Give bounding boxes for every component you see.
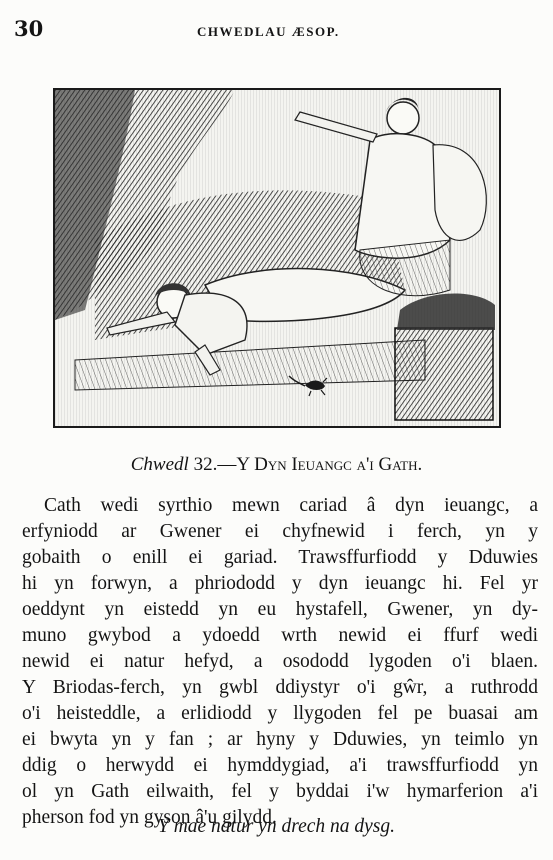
page-number: 30 bbox=[14, 16, 44, 41]
fable-line: gobaith o enill ei gariad. Trawsffurfiodd y Dduwies bbox=[22, 547, 538, 568]
fable-line: newid ei natur hefyd, a osododd lygoden o'i blaen. bbox=[22, 651, 538, 672]
fable-line: o'i heisteddle, a erlidiodd y llygoden fel pe buasai am bbox=[22, 703, 538, 724]
caption-word-ieuangc: Ieuangc bbox=[291, 454, 352, 475]
fable-line: pherson fod yn gyson â'u gilydd. bbox=[22, 807, 277, 828]
fable-line: ei bwyta yn y fan ; ar hyny y Dduwies, yn teimlo yn bbox=[22, 729, 538, 750]
caption-word-ai: a'i bbox=[356, 454, 374, 475]
fable-line: ddig o herwydd ei hymddygiad, a'i trawsffurfiodd yn bbox=[22, 755, 538, 776]
engraving-drawing bbox=[55, 90, 499, 426]
fable-line: oeddynt yn eistedd yn eu hystafell, Gwener, yn dy- bbox=[22, 599, 538, 620]
fable-body bbox=[22, 493, 538, 831]
fable-line: erfyniodd ar Gwener ei chyfnewid i ferch, yn y bbox=[22, 521, 538, 542]
caption-number: 32.—Y bbox=[193, 454, 250, 475]
running-title: CHWEDLAU ÆSOP. bbox=[197, 24, 340, 39]
man-head bbox=[387, 102, 419, 134]
caption-word-gath: Gath. bbox=[378, 454, 423, 475]
caption-label: Chwedl bbox=[130, 454, 189, 475]
fable-line: Y Briodas-ferch, yn gwbl ddiystyr o'i gŵr, a ruthrodd bbox=[22, 677, 538, 698]
fable-line: muno gwybod a ydoedd wrth newid ei ffurf wedi bbox=[22, 625, 538, 646]
fable-line: hi yn forwyn, a phriododd y dyn ieuangc hi. Fel yr bbox=[22, 573, 538, 594]
fable-line: Cath wedi syrthio mewn cariad â dyn ieuangc, a bbox=[44, 495, 538, 516]
furniture-stand bbox=[395, 328, 493, 420]
page-header bbox=[0, 16, 553, 46]
fable-line: ol yn Gath eilwaith, fel y byddai i'w hymarferion a'i bbox=[22, 781, 538, 802]
fable-caption bbox=[0, 454, 553, 476]
fable-moral: Y mae natur yn drech na dysg. bbox=[157, 816, 396, 837]
woodcut-illustration bbox=[53, 88, 501, 428]
caption-word-dyn: Dyn bbox=[254, 454, 287, 475]
